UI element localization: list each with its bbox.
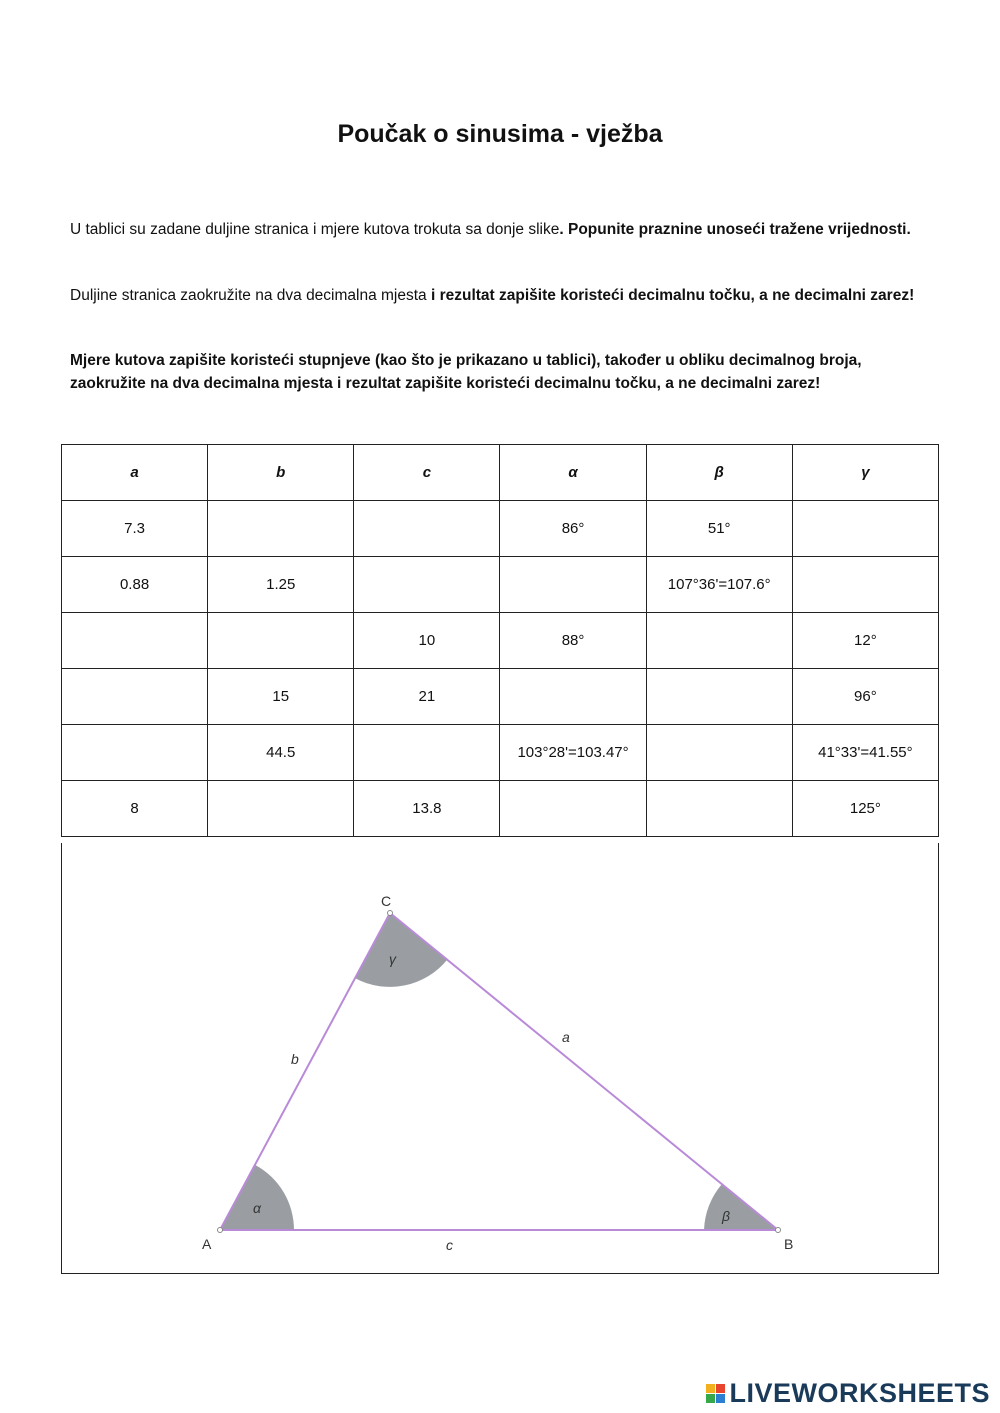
instruction-paragraph-2 <box>70 284 930 307</box>
answer-cell[interactable] <box>208 781 354 837</box>
answer-cell[interactable] <box>500 557 646 613</box>
header-side-b: b <box>208 445 354 501</box>
table-cell: 7.3 <box>62 501 208 557</box>
triangle-values-table <box>61 444 939 837</box>
instruction-2-text: Duljine stranica zaokružite na dva decimalna mjesta <box>70 287 431 304</box>
instruction-paragraph-1 <box>70 218 930 241</box>
vertex-b-point <box>776 1228 781 1233</box>
answer-cell[interactable] <box>354 557 500 613</box>
page-title: Poučak o sinusima - vježba <box>337 120 663 148</box>
table-cell: 0.88 <box>62 557 208 613</box>
answer-cell[interactable] <box>62 725 208 781</box>
vertex-a-label: A <box>202 1236 212 1252</box>
liveworksheets-icon <box>706 1384 725 1403</box>
answer-cell[interactable] <box>792 557 938 613</box>
table-cell: 13.8 <box>354 781 500 837</box>
logo-square-4 <box>716 1394 725 1403</box>
table-cell: 10 <box>354 613 500 669</box>
answer-cell[interactable] <box>646 725 792 781</box>
table-row <box>62 725 939 781</box>
answer-cell[interactable] <box>208 501 354 557</box>
table-row <box>62 557 939 613</box>
table-row <box>62 781 939 837</box>
header-angle-beta: β <box>646 445 792 501</box>
vertex-a-point <box>218 1228 223 1233</box>
vertex-c-point <box>388 911 393 916</box>
answer-cell[interactable] <box>792 501 938 557</box>
angle-gamma-label: γ <box>389 951 396 967</box>
answer-cell[interactable] <box>354 501 500 557</box>
header-angle-alpha: α <box>500 445 646 501</box>
header-side-a: a <box>62 445 208 501</box>
vertex-c-label: C <box>381 893 392 909</box>
answer-cell[interactable] <box>646 781 792 837</box>
table-cell: 15 <box>208 669 354 725</box>
table-cell: 44.5 <box>208 725 354 781</box>
answer-cell[interactable] <box>62 669 208 725</box>
angle-alpha-label: α <box>253 1200 261 1216</box>
side-b-line <box>220 913 390 1230</box>
header-side-c: c <box>354 445 500 501</box>
answer-cell[interactable] <box>208 613 354 669</box>
liveworksheets-logo <box>706 1378 990 1408</box>
instruction-2-bold: i rezultat zapišite koristeći decimalnu točku, a ne decimalni zarez! <box>430 287 915 304</box>
instruction-1-bold: . Popunite praznine unoseći tražene vrijednosti. <box>559 221 911 238</box>
table-cell: 125° <box>792 781 938 837</box>
angle-beta-label: β <box>722 1208 730 1224</box>
table-cell: 88° <box>500 613 646 669</box>
table-cell: 8 <box>62 781 208 837</box>
instruction-paragraph-3: Mjere kutova zapišite koristeći stupnjeve (kao što je prikazano u tablici), također u obliku decimalnog broja, zaokružite na dva decimalna mjesta i rezultat zapišite koristeći decimalnu točku, a ne decimalni zarez! <box>70 352 862 392</box>
table-cell: 96° <box>792 669 938 725</box>
side-a-label: a <box>562 1029 570 1045</box>
table-cell: 41°33'=41.55° <box>792 725 938 781</box>
answer-cell[interactable] <box>500 781 646 837</box>
triangle-diagram <box>62 843 938 1273</box>
table-cell: 12° <box>792 613 938 669</box>
vertex-b-label: B <box>784 1236 794 1252</box>
liveworksheets-wordmark: LIVEWORKSHEETS <box>729 1377 990 1408</box>
table-header-row <box>62 445 939 501</box>
table-cell: 51° <box>646 501 792 557</box>
table-cell: 107°36'=107.6° <box>646 557 792 613</box>
side-a-line <box>390 913 778 1230</box>
table-row <box>62 669 939 725</box>
answer-cell[interactable] <box>646 613 792 669</box>
logo-square-3 <box>706 1394 715 1403</box>
table-row <box>62 613 939 669</box>
table-cell: 86° <box>500 501 646 557</box>
table-cell: 21 <box>354 669 500 725</box>
angle-alpha-arc <box>220 1165 294 1230</box>
answer-cell[interactable] <box>62 613 208 669</box>
table-cell: 103°28'=103.47° <box>500 725 646 781</box>
table-row <box>62 501 939 557</box>
header-angle-gamma: γ <box>792 445 938 501</box>
answer-cell[interactable] <box>354 725 500 781</box>
side-c-label: c <box>446 1237 453 1253</box>
answer-cell[interactable] <box>646 669 792 725</box>
angle-beta-arc <box>704 1184 778 1230</box>
side-b-label: b <box>291 1051 299 1067</box>
logo-square-2 <box>716 1384 725 1393</box>
logo-square-1 <box>706 1384 715 1393</box>
triangle-figure <box>61 843 939 1274</box>
answer-cell[interactable] <box>500 669 646 725</box>
instruction-1-text: U tablici su zadane duljine stranica i mjere kutova trokuta sa donje slike <box>70 221 560 238</box>
table-cell: 1.25 <box>208 557 354 613</box>
